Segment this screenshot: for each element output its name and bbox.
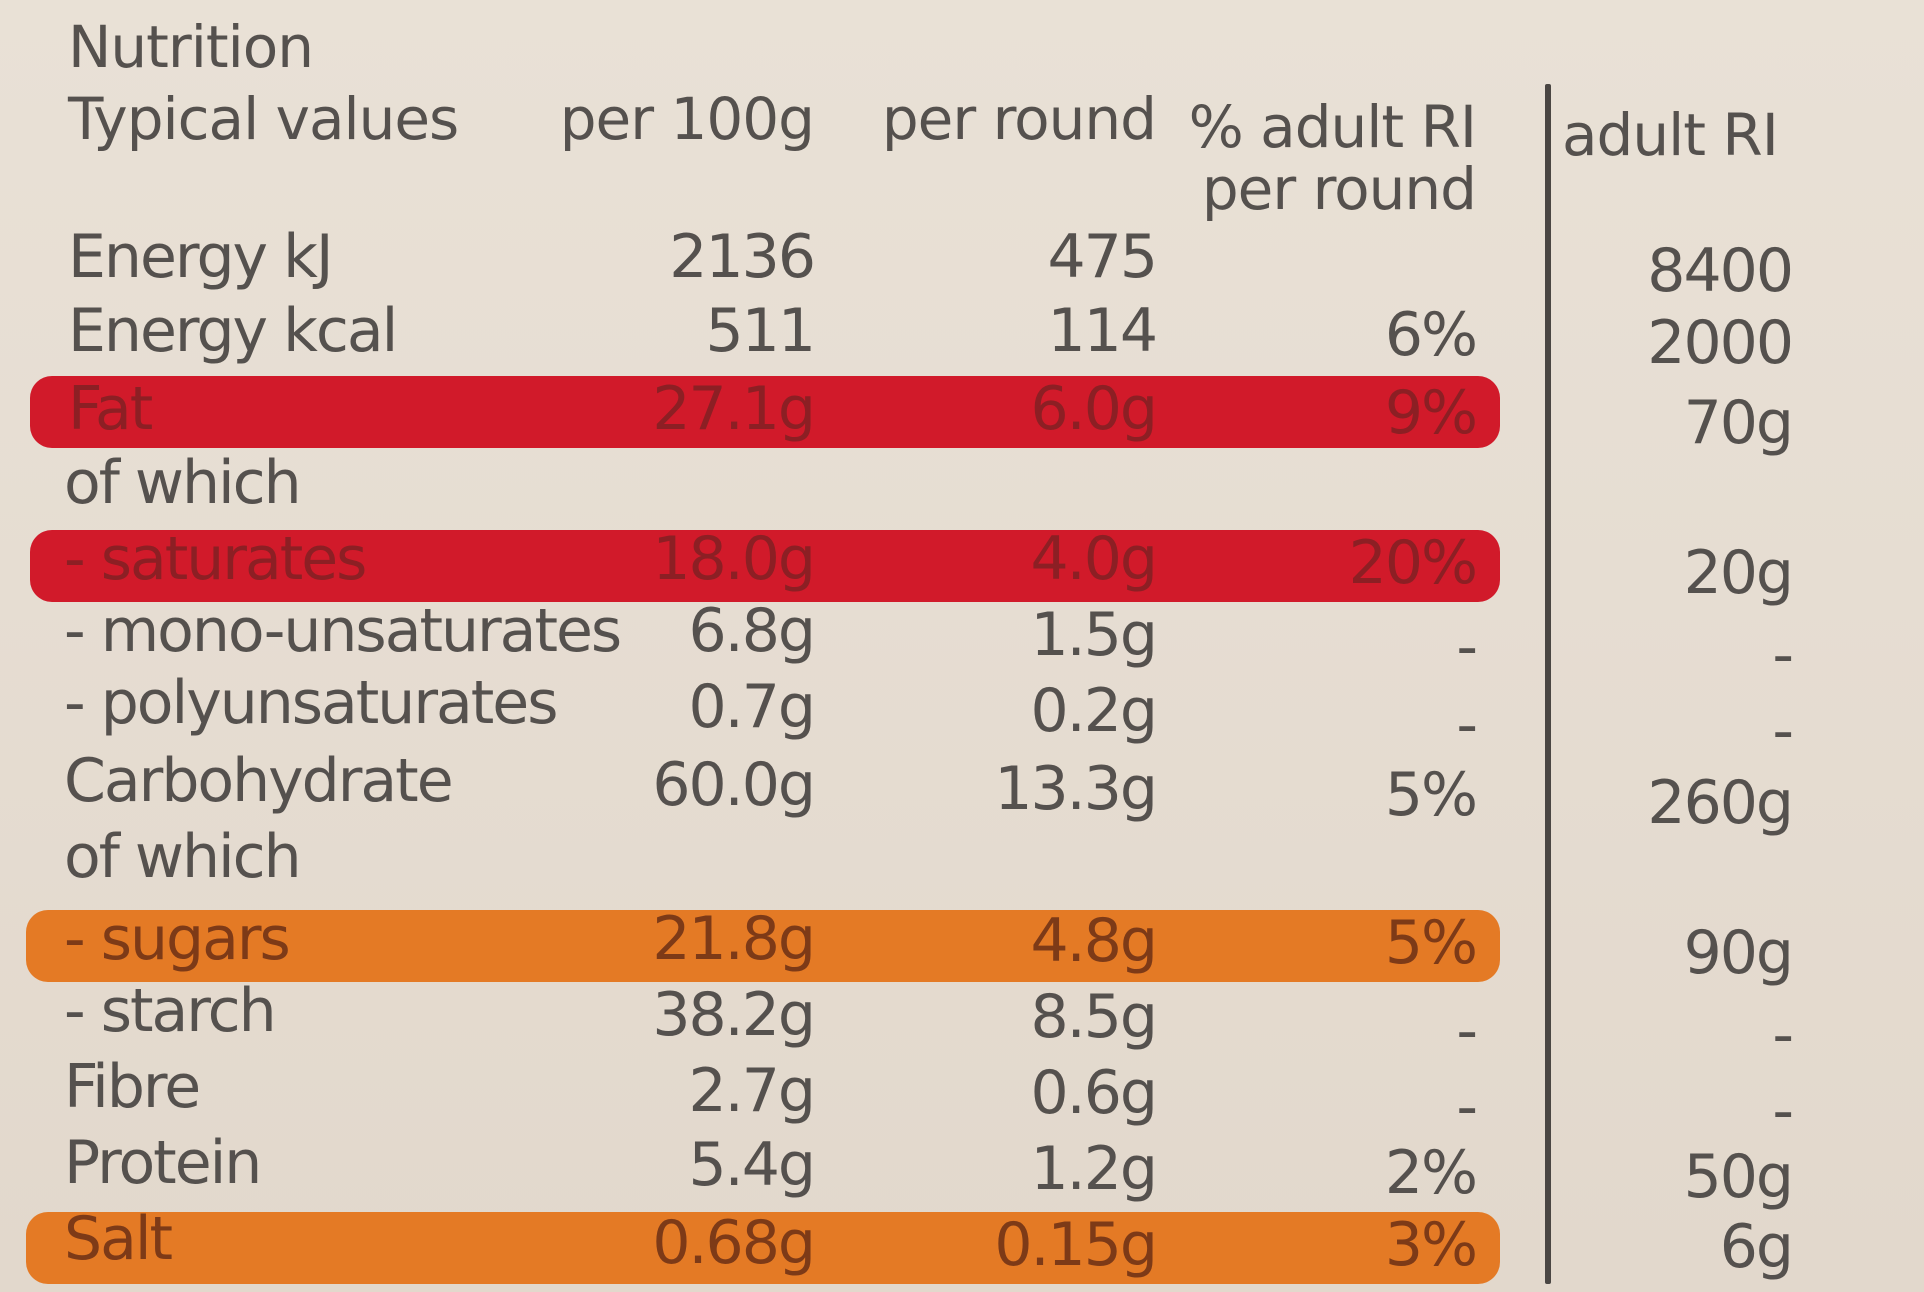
- row-adult-ri: 260g: [1647, 768, 1792, 838]
- row-per-round: 13.3g: [994, 754, 1156, 824]
- row-per-round: 6.0g: [1030, 374, 1156, 444]
- row-label: - starch: [64, 976, 275, 1046]
- row-pct-ri: 20%: [1348, 528, 1476, 598]
- row-pct-ri: -: [1456, 996, 1476, 1066]
- row-per-round: 114: [1047, 296, 1156, 366]
- row-adult-ri: 6g: [1719, 1212, 1792, 1282]
- row-per-round: 1.5g: [1030, 600, 1156, 670]
- row-per-100g: 6.8g: [688, 596, 814, 666]
- row-per-round: 8.5g: [1030, 982, 1156, 1052]
- row-per-100g: 27.1g: [652, 374, 814, 444]
- row-label: Energy kJ: [68, 222, 332, 292]
- row-adult-ri: 70g: [1683, 388, 1792, 458]
- row-per-round: 0.2g: [1030, 676, 1156, 746]
- header-pct-adult-ri: % adult RI: [1188, 93, 1476, 161]
- row-pct-ri: 5%: [1384, 760, 1476, 830]
- row-pct-ri: 9%: [1384, 378, 1476, 448]
- row-adult-ri: 8400: [1647, 236, 1792, 306]
- row-adult-ri: -: [1772, 696, 1792, 766]
- row-adult-ri: 50g: [1683, 1142, 1792, 1212]
- row-per-100g: 18.0g: [652, 524, 814, 594]
- header-typical-values: Typical values: [68, 85, 459, 153]
- row-per-100g: 0.68g: [652, 1208, 814, 1278]
- row-label: - polyunsaturates: [64, 668, 557, 738]
- row-pct-ri: -: [1456, 1072, 1476, 1142]
- row-per-100g: 5.4g: [688, 1130, 814, 1200]
- row-per-round: 1.2g: [1030, 1134, 1156, 1204]
- row-pct-ri: -: [1456, 612, 1476, 682]
- row-per-round: 475: [1047, 222, 1156, 292]
- row-per-round: 4.8g: [1030, 906, 1156, 976]
- row-per-100g: 60.0g: [652, 750, 814, 820]
- row-pct-ri: 2%: [1384, 1138, 1476, 1208]
- row-per-round: 0.15g: [994, 1210, 1156, 1280]
- row-label: Fibre: [64, 1052, 200, 1122]
- row-per-100g: 38.2g: [652, 980, 814, 1050]
- row-label: Salt: [64, 1204, 172, 1274]
- header-pct-per-round: per round: [1201, 155, 1476, 223]
- row-adult-ri: 20g: [1683, 538, 1792, 608]
- row-adult-ri: -: [1772, 1000, 1792, 1070]
- row-per-100g: 21.8g: [652, 904, 814, 974]
- row-per-100g: 2136: [669, 222, 814, 292]
- row-label: Protein: [64, 1128, 261, 1198]
- row-per-round: 0.6g: [1030, 1058, 1156, 1128]
- row-label: Energy kcal: [68, 296, 397, 366]
- nutrition-title: Nutrition: [68, 13, 313, 81]
- row-label: Carbohydrate: [64, 746, 452, 816]
- row-per-100g: 2.7g: [688, 1056, 814, 1126]
- header-adult-ri: adult RI: [1562, 101, 1778, 169]
- row-per-round: 4.0g: [1030, 524, 1156, 594]
- row-adult-ri: 90g: [1683, 918, 1792, 988]
- row-pct-ri: 5%: [1384, 908, 1476, 978]
- header-per-100g: per 100g: [559, 85, 814, 153]
- header-per-round: per round: [881, 85, 1156, 153]
- row-pct-ri: 6%: [1384, 300, 1476, 370]
- row-subheading: of which: [64, 448, 300, 518]
- row-adult-ri: -: [1772, 620, 1792, 690]
- row-subheading: of which: [64, 822, 300, 892]
- row-pct-ri: -: [1456, 690, 1476, 760]
- row-per-100g: 0.7g: [688, 672, 814, 742]
- row-label: - mono-unsaturates: [64, 596, 621, 666]
- row-adult-ri: 2000: [1647, 308, 1792, 378]
- row-label: Fat: [68, 374, 152, 444]
- row-label: - saturates: [64, 524, 366, 594]
- row-adult-ri: -: [1772, 1076, 1792, 1146]
- row-pct-ri: 3%: [1384, 1210, 1476, 1280]
- row-per-100g: 511: [705, 296, 814, 366]
- row-label: - sugars: [64, 904, 289, 974]
- column-divider: [1545, 84, 1551, 1284]
